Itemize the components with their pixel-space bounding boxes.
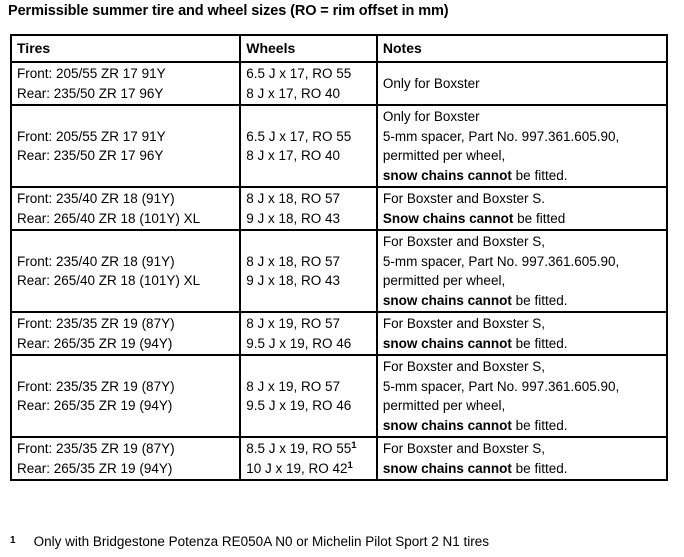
wheel-size-text: 8 J x 17, RO 40 [246,85,341,101]
wheel-size-text: 8 J x 19, RO 57 [246,378,341,394]
table-row [11,187,667,230]
wheel-size-text: 9 J x 18, RO 43 [246,210,341,226]
tire-size: Rear: 235/50 ZR 17 96Y [17,148,164,163]
wheel-size-text: 8 J x 18, RO 57 [246,253,341,269]
wheel-size [246,459,372,479]
note-text: 5-mm spacer, Part No. 997.361.605.90, [382,378,620,394]
note-text: For Boxster and Boxster S, [382,359,545,374]
note-line [383,357,662,377]
note-line [383,439,662,459]
table-row [11,312,667,355]
header-tires: Tires [11,35,240,62]
note-line [383,189,662,209]
note-text: For Boxster and Boxster S, [382,234,545,249]
note-line [383,74,662,94]
wheel-size-text: 9.5 J x 19, RO 46 [246,335,352,351]
notes-cell [377,105,667,187]
note-text: Only for Boxster [382,109,480,124]
tire-size: Front: 235/35 ZR 19 (87Y) [17,378,175,394]
note-text-tail: be fitted. [511,417,568,433]
note-line [383,232,662,252]
tires-cell [11,437,240,480]
wheel-size-text: 10 J x 19, RO 42 [246,460,348,476]
wheel-size [246,84,372,104]
note-line [383,334,662,354]
wheel-size [246,271,372,291]
table-row [11,105,667,187]
tires-cell [11,62,240,105]
tire-size: Rear: 265/40 ZR 18 (101Y) XL [17,273,201,288]
note-emphasis: snow chains cannot [382,460,512,476]
wheel-size [246,439,372,459]
note-emphasis: Snow chains cannot [382,210,514,226]
note-line [383,377,662,397]
note-line [383,127,662,147]
table-row [11,437,667,480]
tires-cell [11,105,240,187]
wheels-cell [240,312,377,355]
table-row [11,230,667,312]
footnote-text: Only with Bridgestone Potenza RE050A N0 or Michelin Pilot Sport 2 N1 tires [33,534,490,549]
note-text: permitted per wheel, [382,398,506,413]
wheels-cell [240,355,377,437]
table-row [11,355,667,437]
notes-cell [377,62,667,105]
wheel-size-text: 8 J x 17, RO 40 [246,148,341,163]
notes-cell [377,187,667,230]
tire-size: Rear: 265/35 ZR 19 (94Y) [17,460,173,476]
wheel-size [246,314,372,334]
page-title: Permissible summer tire and wheel sizes (RO = rim offset in mm) [8,3,449,19]
wheels-cell [240,437,377,480]
note-line [383,166,662,186]
note-text: permitted per wheel, [382,148,506,163]
tires-cell [11,230,240,312]
note-text: Only for Boxster [382,75,480,91]
wheels-cell [240,230,377,312]
tire-size: Front: 235/40 ZR 18 (91Y) [17,191,175,206]
header-notes: Notes [377,35,667,62]
note-text-tail: be fitted. [511,335,568,351]
wheel-size [246,334,372,354]
note-emphasis: snow chains cannot [382,417,512,433]
tire-size: Front: 205/55 ZR 17 91Y [17,128,166,144]
note-emphasis: snow chains cannot [382,292,512,308]
wheel-size-text: 8 J x 18, RO 57 [246,191,341,206]
note-text-tail: be fitted. [511,460,568,476]
notes-cell [377,437,667,480]
note-line [383,271,662,291]
footnote-ref: 1 [351,440,357,451]
note-text: For Boxster and Boxster S, [382,316,545,331]
notes-cell [377,312,667,355]
tire-wheel-table [10,34,668,481]
tire-size: Front: 235/35 ZR 19 (87Y) [17,316,175,331]
wheel-size [246,396,372,416]
footnote-ref: 1 [347,459,353,471]
tires-cell [11,187,240,230]
footnote-mark: 1 [10,535,16,546]
note-line [383,146,662,166]
note-text-tail: be fitted. [511,292,568,308]
note-text: 5-mm spacer, Part No. 997.361.605.90, [382,128,620,144]
wheel-size-text: 6.5 J x 17, RO 55 [246,66,352,81]
wheels-cell [240,187,377,230]
wheel-size-text: 8 J x 19, RO 57 [246,316,341,331]
wheel-size [246,127,372,147]
notes-cell [377,355,667,437]
wheels-cell [240,62,377,105]
note-line [383,416,662,436]
note-line [383,209,662,229]
tire-size: Rear: 265/35 ZR 19 (94Y) [17,335,173,351]
note-text: permitted per wheel, [382,273,506,288]
note-emphasis: snow chains cannot [382,167,512,183]
note-text: For Boxster and Boxster S. [382,191,545,206]
tires-cell [11,355,240,437]
wheel-size [246,64,372,84]
footnote [10,534,489,549]
wheel-size [246,209,372,229]
wheel-size-text: 6.5 J x 17, RO 55 [246,128,352,144]
tire-size: Rear: 265/35 ZR 19 (94Y) [17,398,173,413]
note-line [383,314,662,334]
note-emphasis: snow chains cannot [382,335,512,351]
table-row [11,62,667,105]
table-header-row [11,35,667,62]
wheel-size [246,377,372,397]
note-line [383,107,662,127]
note-text-tail: be fitted. [511,167,568,183]
tire-size: Rear: 265/40 ZR 18 (101Y) XL [17,210,201,226]
tire-size: Rear: 235/50 ZR 17 96Y [17,85,164,101]
header-wheels: Wheels [240,35,377,62]
note-line [383,252,662,272]
tire-size: Front: 205/55 ZR 17 91Y [17,66,166,81]
wheel-size-text: 9 J x 18, RO 43 [246,273,341,288]
note-text: 5-mm spacer, Part No. 997.361.605.90, [382,253,620,269]
wheel-size-text: 9.5 J x 19, RO 46 [246,398,352,413]
tire-size: Front: 235/40 ZR 18 (91Y) [17,253,175,269]
tire-size: Front: 235/35 ZR 19 (87Y) [17,441,175,456]
wheel-size [246,252,372,272]
notes-cell [377,230,667,312]
wheel-size-text: 8.5 J x 19, RO 55 [246,441,352,456]
wheels-cell [240,105,377,187]
note-line [383,291,662,311]
note-text: For Boxster and Boxster S, [382,441,545,456]
wheel-size [246,146,372,166]
wheel-size [246,189,372,209]
note-text-tail: be fitted [513,210,566,226]
note-line [383,459,662,479]
note-line [383,396,662,416]
tires-cell [11,312,240,355]
